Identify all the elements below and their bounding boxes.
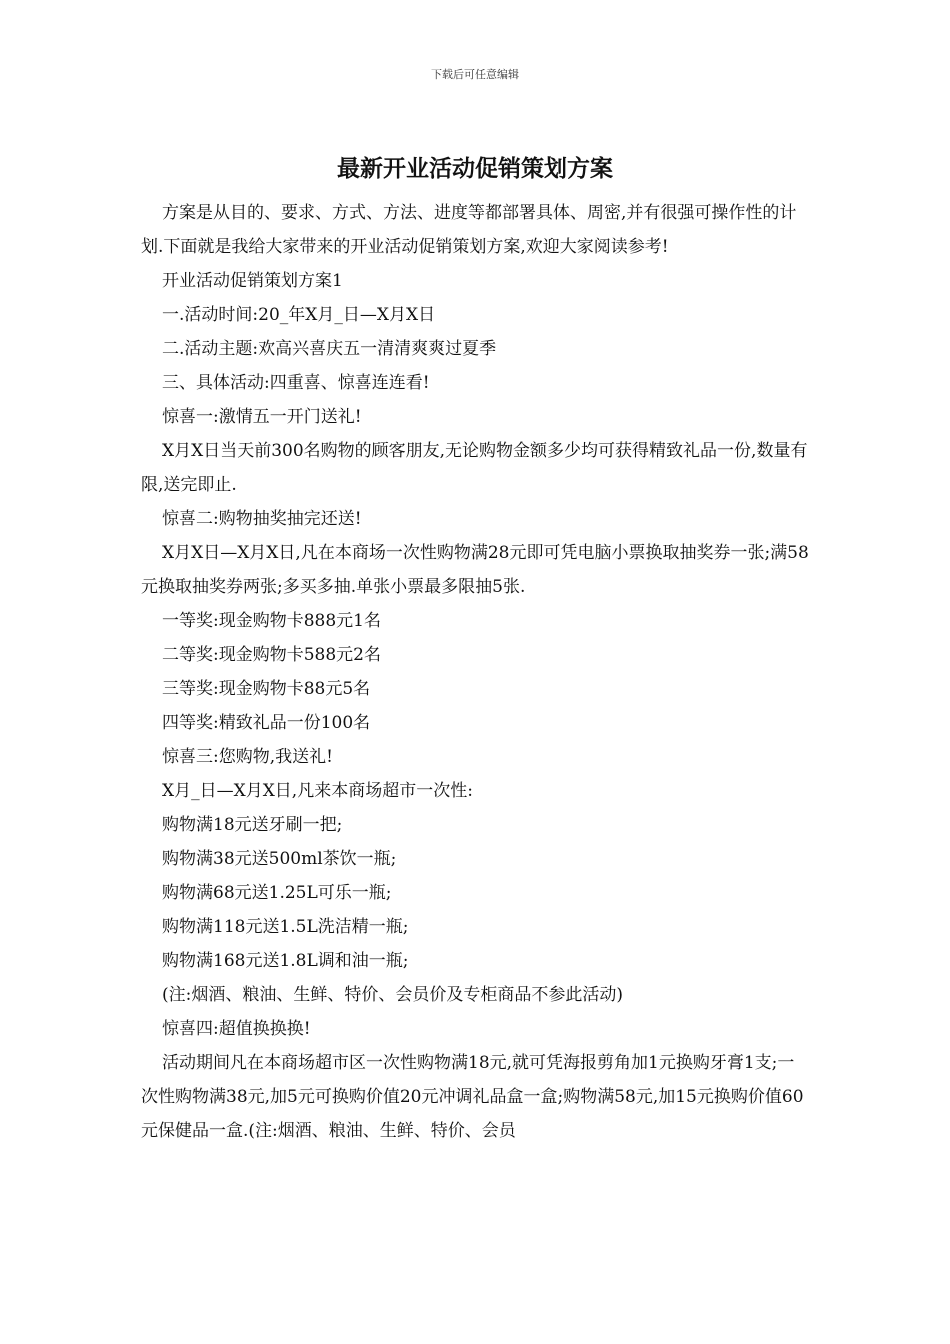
paragraph: 惊喜四:超值换换换! xyxy=(162,1019,311,1039)
paragraph: X月X日—X月X日,凡在本商场一次性购物满28元即可凭电脑小票换取抽奖券一张;满58元换取抽奖券两张;多买多抽.单张小票最多限抽5张. xyxy=(141,543,809,597)
document-body xyxy=(141,196,811,1148)
paragraph: 四等奖:精致礼品一份100名 xyxy=(162,713,371,733)
paragraph: 购物满68元送1.25L可乐一瓶; xyxy=(162,883,392,903)
document-title: 最新开业活动促销策划方案 xyxy=(337,155,613,182)
paragraph: 三、具体活动:四重喜、惊喜连连看! xyxy=(162,373,430,393)
paragraph: 购物满18元送牙刷一把; xyxy=(162,815,343,835)
paragraph: 一等奖:现金购物卡888元1名 xyxy=(162,611,381,631)
paragraph: 开业活动促销策划方案1 xyxy=(162,271,343,291)
paragraph: 三等奖:现金购物卡88元5名 xyxy=(162,679,371,699)
paragraph: 惊喜二:购物抽奖抽完还送! xyxy=(162,509,362,529)
paragraph: 购物满118元送1.5L洗洁精一瓶; xyxy=(162,917,409,937)
header-note: 下载后可任意编辑 xyxy=(431,68,519,81)
paragraph: X月_日—X月X日,凡来本商场超市一次性: xyxy=(162,781,473,801)
paragraph: 购物满38元送500ml茶饮一瓶; xyxy=(162,849,397,869)
paragraph: 惊喜一:激情五一开门送礼! xyxy=(162,407,362,427)
paragraph: 惊喜三:您购物,我送礼! xyxy=(162,747,333,767)
paragraph: 活动期间凡在本商场超市区一次性购物满18元,就可凭海报剪角加1元换购牙膏1支;一次性购物满38元,加5元可换购价值20元冲调礼品盒一盒;购物满58元,加15元换购价值60元保健品一盒.(注:烟酒、粮油、生鲜、特价、会员 xyxy=(141,1053,804,1141)
paragraph: 购物满168元送1.8L调和油一瓶; xyxy=(162,951,409,971)
paragraph: 方案是从目的、要求、方式、方法、进度等都部署具体、周密,并有很强可操作性的计划.下面就是我给大家带来的开业活动促销策划方案,欢迎大家阅读参考! xyxy=(141,203,797,257)
paragraph: 二等奖:现金购物卡588元2名 xyxy=(162,645,381,665)
paragraph: 一.活动时间:20_年X月_日—X月X日 xyxy=(162,305,436,325)
paragraph: (注:烟酒、粮油、生鲜、特价、会员价及专柜商品不参此活动) xyxy=(162,985,623,1005)
paragraph: 二.活动主题:欢高兴喜庆五一清清爽爽过夏季 xyxy=(162,339,497,359)
paragraph: X月X日当天前300名购物的顾客朋友,无论购物金额多少均可获得精致礼品一份,数量有限,送完即止. xyxy=(141,441,808,495)
